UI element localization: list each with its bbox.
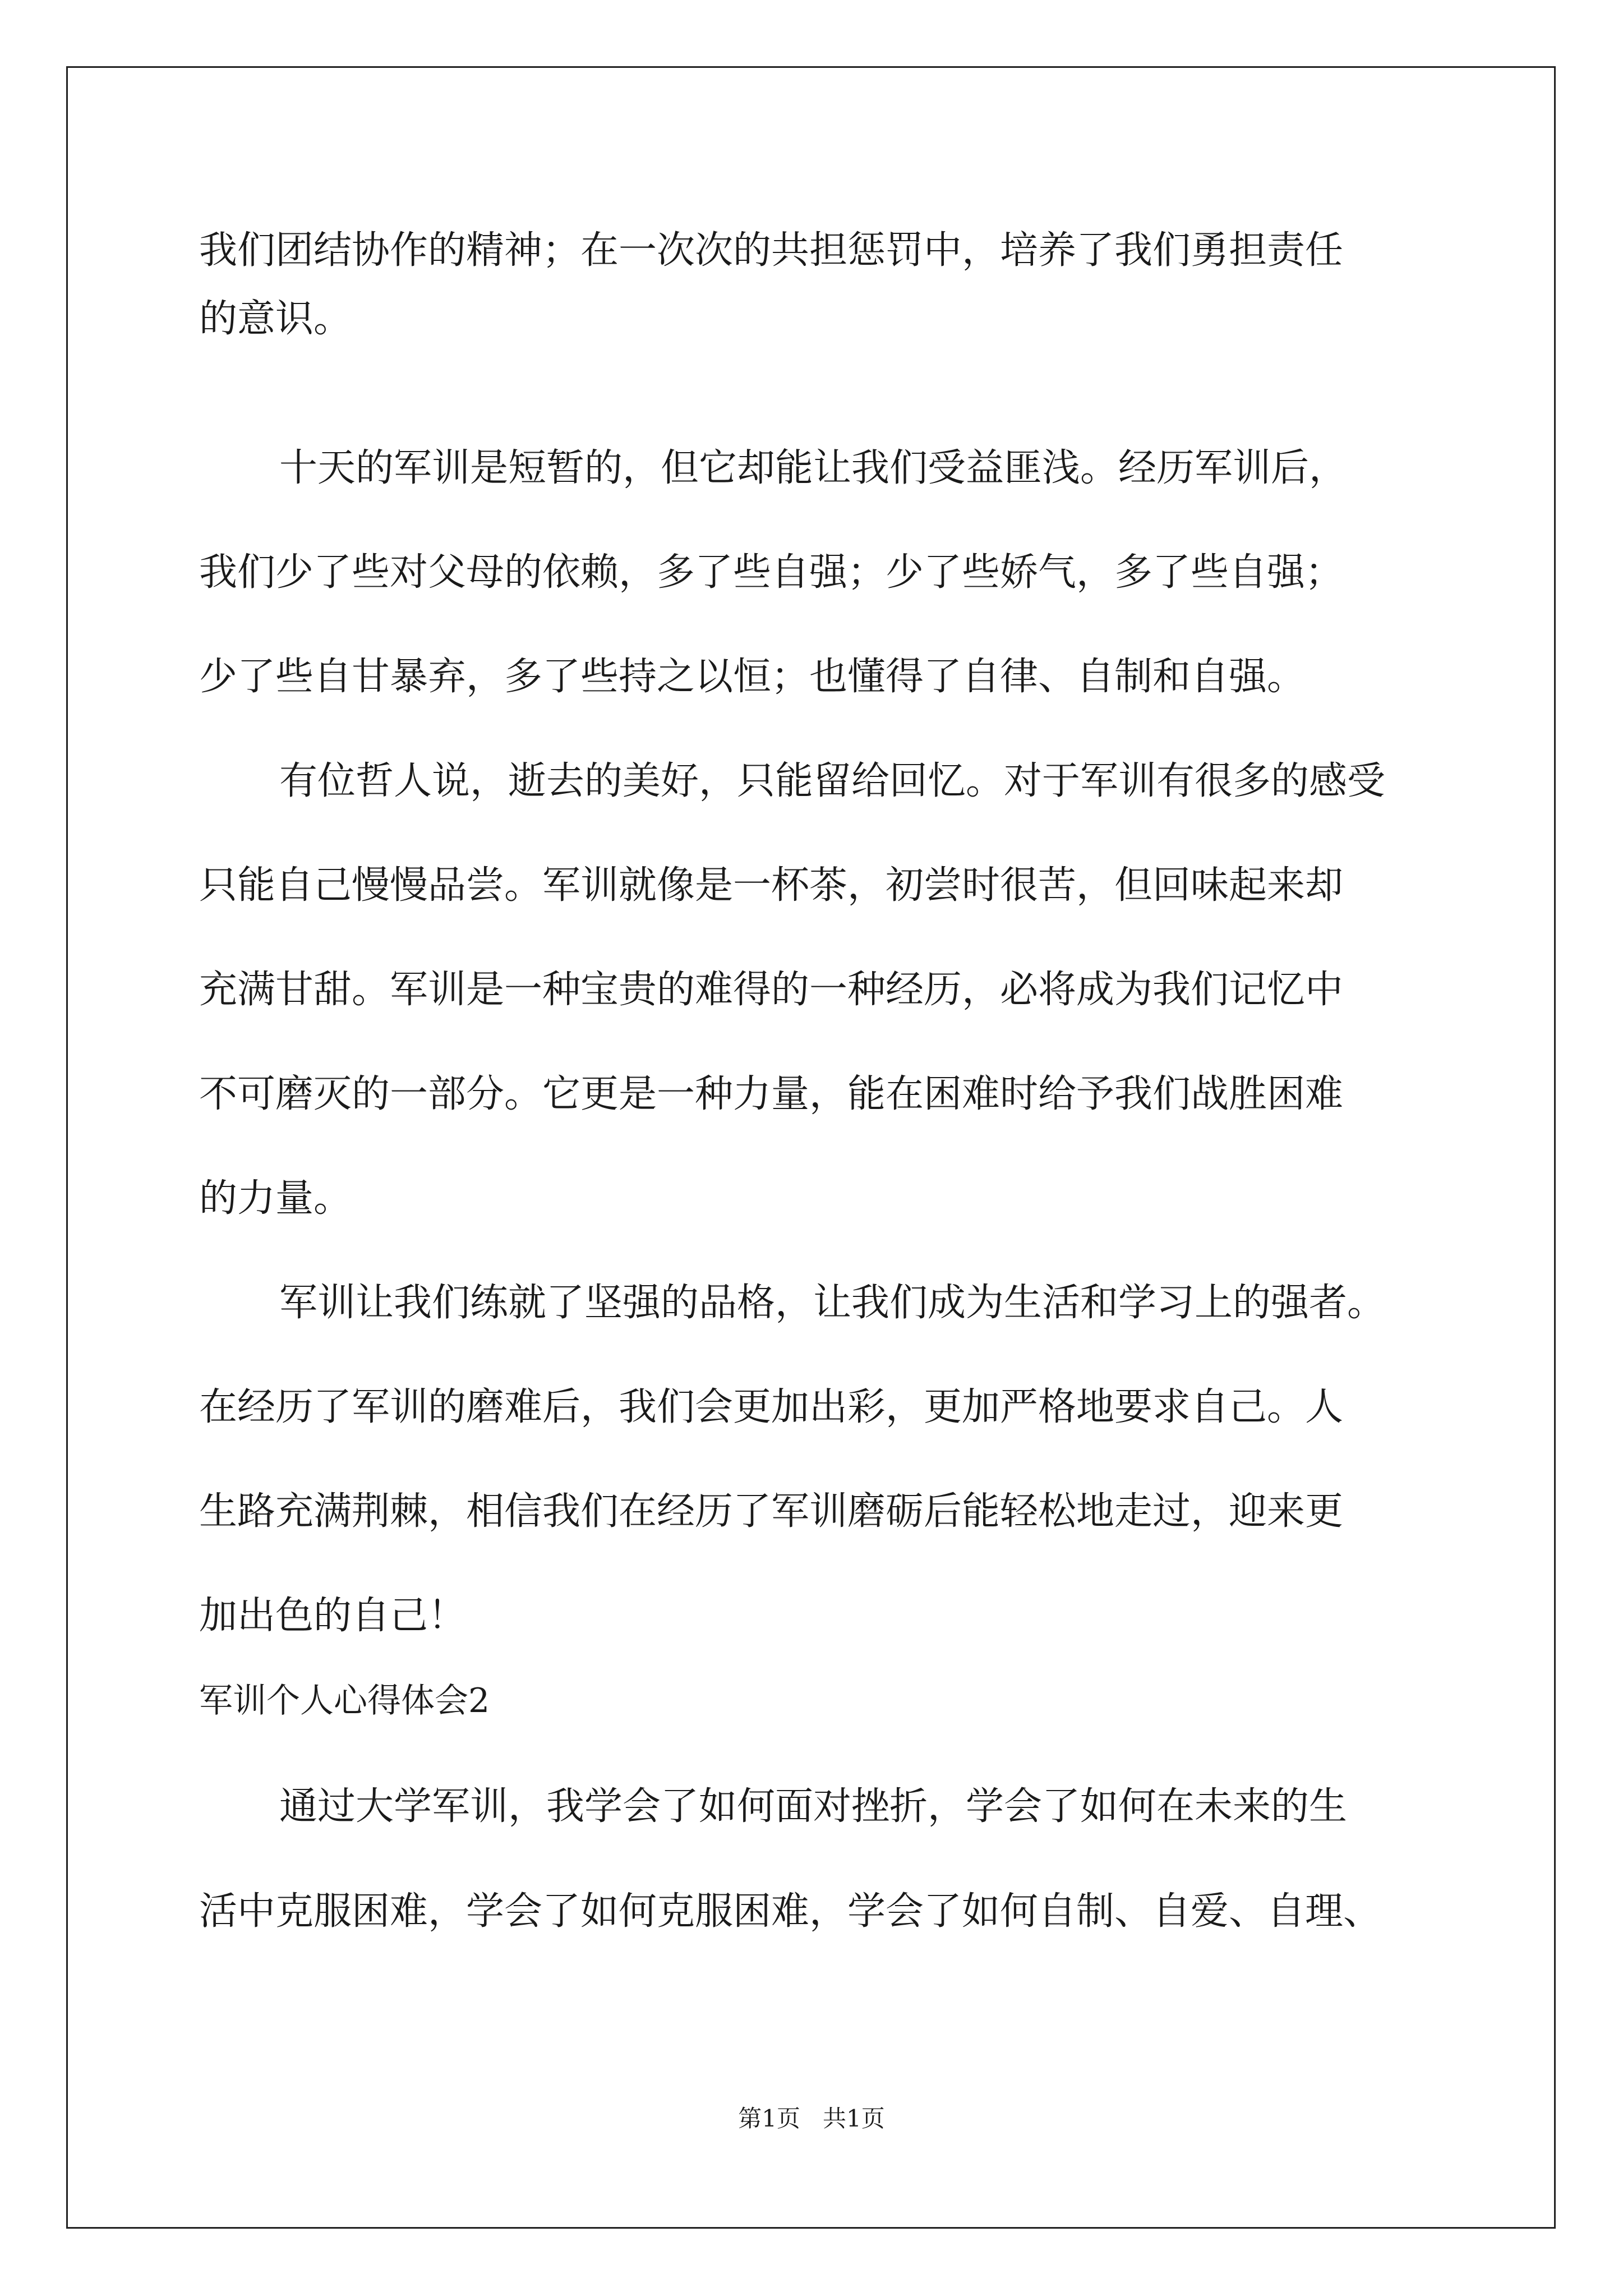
paragraph-start: 十天的军训是短暂的，但它却能让我们受益匪浅。经历军训后， <box>279 446 1348 490</box>
paragraph-start: 军训让我们练就了坚强的品格，让我们成为生活和学习上的强者。 <box>279 1281 1386 1325</box>
text-line: 加出色的自己！ <box>199 1594 467 1638</box>
text-line: 少了些自甘暴弃，多了些持之以恒；也懂得了自律、自制和自强。 <box>199 655 1306 699</box>
text-line: 充满甘甜。军训是一种宝贵的难得的一种经历，必将成为我们记忆中 <box>199 968 1344 1012</box>
text-line: 只能自己慢慢品尝。军训就像是一杯茶，初尝时很苦，但回味起来却 <box>199 863 1344 908</box>
paragraph-start: 有位哲人说，逝去的美好，只能留给回忆。对于军训有很多的感受 <box>279 759 1386 803</box>
text-line: 我们少了些对父母的依赖，多了些自强；少了些娇气，多了些自强； <box>199 550 1344 595</box>
text-line: 生路充满荆棘，相信我们在经历了军训磨砺后能轻松地走过，迎来更 <box>199 1489 1344 1534</box>
section-heading: 军训个人心得体会2 <box>199 1681 490 1720</box>
text-line: 我们团结协作的精神；在一次次的共担惩罚中，培养了我们勇担责任 <box>199 228 1344 273</box>
text-line: 的力量。 <box>199 1176 352 1221</box>
text-line: 活中克服困难，学会了如何克服困难，学会了如何自制、自爱、自理、 <box>199 1889 1382 1934</box>
text-line: 不可磨灭的一部分。它更是一种力量，能在困难时给予我们战胜困难 <box>199 1072 1344 1116</box>
text-line: 在经历了军训的磨难后，我们会更加出彩，更加严格地要求自己。人 <box>199 1385 1344 1429</box>
paragraph-start: 通过大学军训，我学会了如何面对挫折，学会了如何在未来的生 <box>279 1784 1348 1829</box>
text-line: 的意识。 <box>199 297 352 341</box>
page-footer: 第1页 共1页 <box>738 2105 885 2132</box>
